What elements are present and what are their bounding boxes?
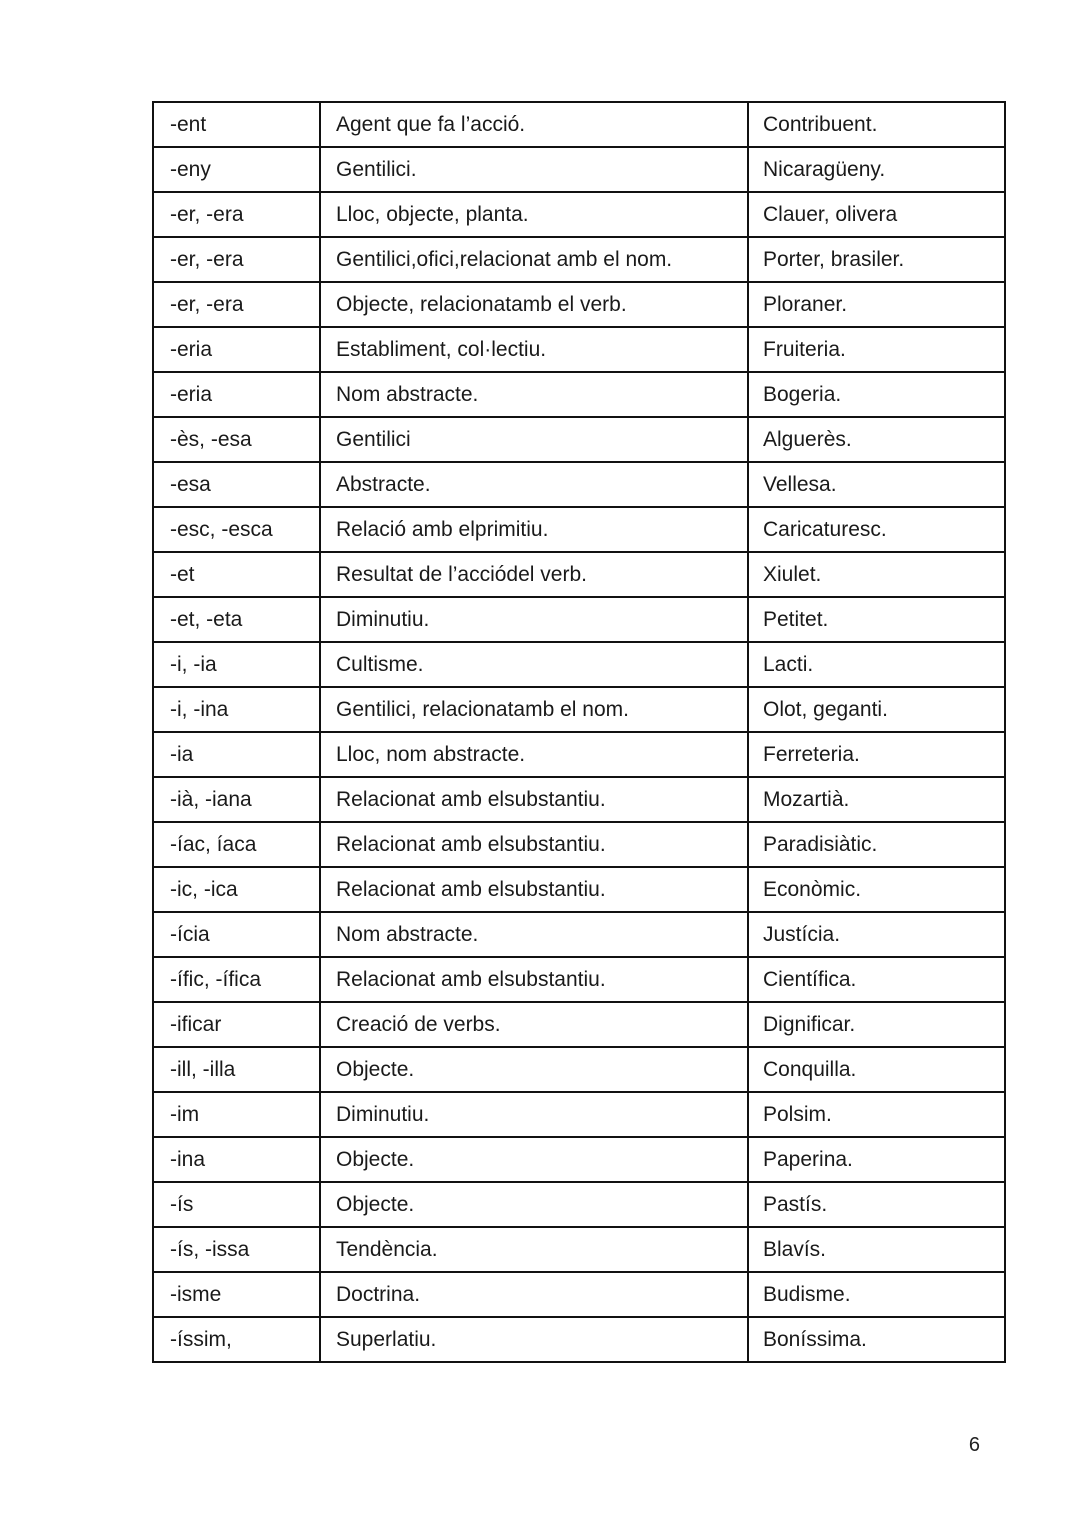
meaning-cell: Lloc, objecte, planta. bbox=[320, 192, 748, 237]
table-row bbox=[153, 237, 1005, 282]
page-number: 6 bbox=[968, 1434, 980, 1456]
example-cell: Petitet. bbox=[748, 597, 1005, 642]
table-row bbox=[153, 777, 1005, 822]
table-row bbox=[153, 867, 1005, 912]
table-row bbox=[153, 1317, 1005, 1362]
example-cell: Boníssima. bbox=[748, 1317, 1005, 1362]
example-cell: Paperina. bbox=[748, 1137, 1005, 1182]
suffix-cell: -ès, -esa bbox=[153, 417, 320, 462]
table-row bbox=[153, 1227, 1005, 1272]
suffix-cell: -et bbox=[153, 552, 320, 597]
meaning-cell: Establiment, col·lectiu. bbox=[320, 327, 748, 372]
meaning-cell: Objecte. bbox=[320, 1137, 748, 1182]
example-cell: Budisme. bbox=[748, 1272, 1005, 1317]
suffix-cell: -ífic, -ífica bbox=[153, 957, 320, 1002]
meaning-cell: Relacionat amb elsubstantiu. bbox=[320, 822, 748, 867]
example-cell: Conquilla. bbox=[748, 1047, 1005, 1092]
meaning-cell: Lloc, nom abstracte. bbox=[320, 732, 748, 777]
suffix-cell: -íssim, bbox=[153, 1317, 320, 1362]
suffix-cell: -ic, -ica bbox=[153, 867, 320, 912]
suffix-cell: -isme bbox=[153, 1272, 320, 1317]
meaning-cell: Gentilici,ofici,relacionat amb el nom. bbox=[320, 237, 748, 282]
table-row bbox=[153, 507, 1005, 552]
table-row bbox=[153, 147, 1005, 192]
suffix-cell: -ent bbox=[153, 102, 320, 147]
meaning-cell: Objecte. bbox=[320, 1182, 748, 1227]
suffix-cell: -eria bbox=[153, 327, 320, 372]
suffix-cell: -er, -era bbox=[153, 192, 320, 237]
table-row bbox=[153, 192, 1005, 237]
example-cell: Caricaturesc. bbox=[748, 507, 1005, 552]
meaning-cell: Creació de verbs. bbox=[320, 1002, 748, 1047]
table-row bbox=[153, 1047, 1005, 1092]
meaning-cell: Diminutiu. bbox=[320, 1092, 748, 1137]
example-cell: Ploraner. bbox=[748, 282, 1005, 327]
suffix-cell: -ís bbox=[153, 1182, 320, 1227]
meaning-cell: Diminutiu. bbox=[320, 597, 748, 642]
meaning-cell: Nom abstracte. bbox=[320, 372, 748, 417]
suffix-cell: -er, -era bbox=[153, 237, 320, 282]
table-row bbox=[153, 552, 1005, 597]
table-row bbox=[153, 732, 1005, 777]
table-row bbox=[153, 597, 1005, 642]
example-cell: Fruiteria. bbox=[748, 327, 1005, 372]
suffix-table-body bbox=[153, 102, 1005, 1362]
suffix-table bbox=[152, 101, 1006, 1363]
example-cell: Polsim. bbox=[748, 1092, 1005, 1137]
table-row bbox=[153, 282, 1005, 327]
suffix-cell: -et, -eta bbox=[153, 597, 320, 642]
meaning-cell: Doctrina. bbox=[320, 1272, 748, 1317]
meaning-cell: Gentilici. bbox=[320, 147, 748, 192]
example-cell: Paradisiàtic. bbox=[748, 822, 1005, 867]
table-row bbox=[153, 1092, 1005, 1137]
example-cell: Clauer, olivera bbox=[748, 192, 1005, 237]
example-cell: Olot, geganti. bbox=[748, 687, 1005, 732]
example-cell: Blavís. bbox=[748, 1227, 1005, 1272]
example-cell: Justícia. bbox=[748, 912, 1005, 957]
table-row bbox=[153, 462, 1005, 507]
example-cell: Porter, brasiler. bbox=[748, 237, 1005, 282]
meaning-cell: Gentilici, relacionatamb el nom. bbox=[320, 687, 748, 732]
meaning-cell: Gentilici bbox=[320, 417, 748, 462]
suffix-cell: -ià, -iana bbox=[153, 777, 320, 822]
suffix-cell: -ificar bbox=[153, 1002, 320, 1047]
suffix-cell: -eria bbox=[153, 372, 320, 417]
table-row bbox=[153, 1002, 1005, 1047]
example-cell: Xiulet. bbox=[748, 552, 1005, 597]
table-row bbox=[153, 912, 1005, 957]
suffix-cell: -er, -era bbox=[153, 282, 320, 327]
suffix-cell: -i, -ia bbox=[153, 642, 320, 687]
table-row bbox=[153, 957, 1005, 1002]
meaning-cell: Superlatiu. bbox=[320, 1317, 748, 1362]
table-row bbox=[153, 102, 1005, 147]
table-row bbox=[153, 1137, 1005, 1182]
suffix-cell: -ís, -issa bbox=[153, 1227, 320, 1272]
suffix-cell: -ill, -illa bbox=[153, 1047, 320, 1092]
example-cell: Contribuent. bbox=[748, 102, 1005, 147]
suffix-cell: -ícia bbox=[153, 912, 320, 957]
meaning-cell: Nom abstracte. bbox=[320, 912, 748, 957]
example-cell: Lacti. bbox=[748, 642, 1005, 687]
table-row bbox=[153, 822, 1005, 867]
meaning-cell: Agent que fa l’acció. bbox=[320, 102, 748, 147]
table-row bbox=[153, 372, 1005, 417]
meaning-cell: Cultisme. bbox=[320, 642, 748, 687]
example-cell: Alguerès. bbox=[748, 417, 1005, 462]
table-row bbox=[153, 687, 1005, 732]
example-cell: Econòmic. bbox=[748, 867, 1005, 912]
suffix-cell: -i, -ina bbox=[153, 687, 320, 732]
meaning-cell: Relacionat amb elsubstantiu. bbox=[320, 957, 748, 1002]
example-cell: Vellesa. bbox=[748, 462, 1005, 507]
suffix-cell: -ina bbox=[153, 1137, 320, 1182]
suffix-cell: -eny bbox=[153, 147, 320, 192]
suffix-cell: -íac, íaca bbox=[153, 822, 320, 867]
meaning-cell: Tendència. bbox=[320, 1227, 748, 1272]
example-cell: Bogeria. bbox=[748, 372, 1005, 417]
table-row bbox=[153, 417, 1005, 462]
meaning-cell: Relació amb elprimitiu. bbox=[320, 507, 748, 552]
example-cell: Científica. bbox=[748, 957, 1005, 1002]
suffix-cell: -im bbox=[153, 1092, 320, 1137]
example-cell: Ferreteria. bbox=[748, 732, 1005, 777]
meaning-cell: Objecte, relacionatamb el verb. bbox=[320, 282, 748, 327]
meaning-cell: Relacionat amb elsubstantiu. bbox=[320, 867, 748, 912]
example-cell: Nicaragüeny. bbox=[748, 147, 1005, 192]
meaning-cell: Abstracte. bbox=[320, 462, 748, 507]
meaning-cell: Objecte. bbox=[320, 1047, 748, 1092]
meaning-cell: Relacionat amb elsubstantiu. bbox=[320, 777, 748, 822]
table-row bbox=[153, 1182, 1005, 1227]
table-row bbox=[153, 642, 1005, 687]
suffix-cell: -ia bbox=[153, 732, 320, 777]
suffix-cell: -esc, -esca bbox=[153, 507, 320, 552]
example-cell: Mozartià. bbox=[748, 777, 1005, 822]
example-cell: Pastís. bbox=[748, 1182, 1005, 1227]
meaning-cell: Resultat de l’acciódel verb. bbox=[320, 552, 748, 597]
table-row bbox=[153, 1272, 1005, 1317]
example-cell: Dignificar. bbox=[748, 1002, 1005, 1047]
table-row bbox=[153, 327, 1005, 372]
suffix-cell: -esa bbox=[153, 462, 320, 507]
